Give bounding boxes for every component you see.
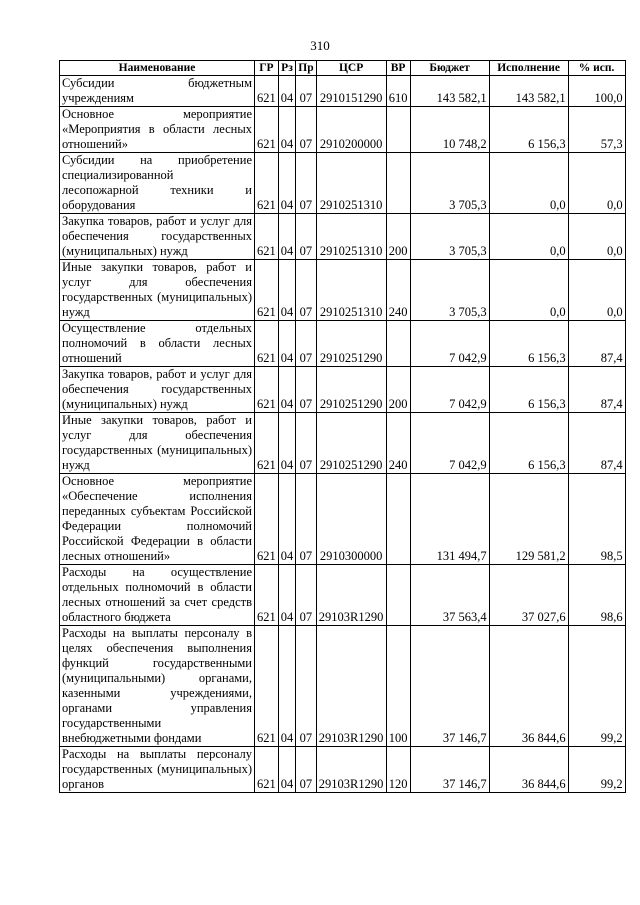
row-budget: 37 146,7 [410, 747, 489, 793]
row-rz: 04 [278, 260, 296, 321]
table-row [60, 747, 626, 793]
row-rz: 04 [278, 214, 296, 260]
row-gr: 621 [255, 413, 279, 474]
row-budget: 7 042,9 [410, 413, 489, 474]
row-percent: 87,4 [568, 367, 625, 413]
row-percent: 99,2 [568, 626, 625, 747]
row-percent: 0,0 [568, 214, 625, 260]
row-csr: 2910200000 [316, 107, 386, 153]
row-pr: 07 [296, 367, 316, 413]
row-budget: 3 705,3 [410, 153, 489, 214]
row-rz: 04 [278, 107, 296, 153]
row-csr: 2910251290 [316, 413, 386, 474]
row-vr: 610 [386, 76, 410, 107]
row-budget: 3 705,3 [410, 214, 489, 260]
row-rz: 04 [278, 413, 296, 474]
row-name: Закупка товаров, работ и услуг для обеспечения государственных (муниципальных) нужд [60, 214, 255, 260]
row-gr: 621 [255, 367, 279, 413]
table-row [60, 260, 626, 321]
header-execution: Исполнение [489, 61, 568, 76]
row-vr: 200 [386, 214, 410, 260]
row-pr: 07 [296, 747, 316, 793]
table-row [60, 107, 626, 153]
row-vr [386, 565, 410, 626]
row-budget: 3 705,3 [410, 260, 489, 321]
row-csr: 2910251310 [316, 214, 386, 260]
row-name: Осуществление отдельных полномочий в области лесных отношений [60, 321, 255, 367]
row-gr: 621 [255, 107, 279, 153]
row-execution: 36 844,6 [489, 626, 568, 747]
row-vr: 200 [386, 367, 410, 413]
header-percent: % исп. [568, 61, 625, 76]
row-pr: 07 [296, 76, 316, 107]
header-name: Наименование [60, 61, 255, 76]
row-csr: 2910251290 [316, 367, 386, 413]
row-name: Расходы на выплаты персоналу в целях обеспечения выполнения функций государственными (муниципальными) органами, казенными учреждениями, органами управления государственными внебюджетными фондами [60, 626, 255, 747]
row-csr: 2910251310 [316, 153, 386, 214]
header-row [60, 61, 626, 76]
row-rz: 04 [278, 153, 296, 214]
row-csr: 29103R1290 [316, 565, 386, 626]
table-row [60, 367, 626, 413]
budget-table [59, 60, 626, 793]
row-percent: 0,0 [568, 260, 625, 321]
row-vr: 100 [386, 626, 410, 747]
row-name: Субсидии на приобретение специализированной лесопожарной техники и оборудования [60, 153, 255, 214]
row-pr: 07 [296, 214, 316, 260]
row-vr [386, 153, 410, 214]
row-percent: 87,4 [568, 413, 625, 474]
row-execution: 129 581,2 [489, 474, 568, 565]
row-gr: 621 [255, 747, 279, 793]
row-execution: 0,0 [489, 260, 568, 321]
table-row [60, 153, 626, 214]
row-gr: 621 [255, 260, 279, 321]
row-rz: 04 [278, 321, 296, 367]
header-pr: Пр [296, 61, 316, 76]
row-csr: 29103R1290 [316, 626, 386, 747]
row-name: Расходы на выплаты персоналу государственных (муниципальных) органов [60, 747, 255, 793]
row-execution: 36 844,6 [489, 747, 568, 793]
row-budget: 10 748,2 [410, 107, 489, 153]
row-gr: 621 [255, 321, 279, 367]
row-rz: 04 [278, 626, 296, 747]
row-percent: 99,2 [568, 747, 625, 793]
row-percent: 98,5 [568, 474, 625, 565]
row-budget: 7 042,9 [410, 321, 489, 367]
row-percent: 57,3 [568, 107, 625, 153]
row-gr: 621 [255, 153, 279, 214]
row-vr: 120 [386, 747, 410, 793]
row-percent: 100,0 [568, 76, 625, 107]
row-gr: 621 [255, 76, 279, 107]
page-number: 310 [310, 38, 330, 53]
row-execution: 6 156,3 [489, 367, 568, 413]
row-csr: 2910251310 [316, 260, 386, 321]
row-execution: 6 156,3 [489, 107, 568, 153]
row-gr: 621 [255, 565, 279, 626]
header-csr: ЦСР [316, 61, 386, 76]
row-budget: 37 146,7 [410, 626, 489, 747]
table-row [60, 214, 626, 260]
row-pr: 07 [296, 153, 316, 214]
row-budget: 131 494,7 [410, 474, 489, 565]
row-execution: 37 027,6 [489, 565, 568, 626]
row-name: Субсидии бюджетным учреждениям [60, 76, 255, 107]
row-rz: 04 [278, 76, 296, 107]
row-name: Иные закупки товаров, работ и услуг для обеспечения государственных (муниципальных) нужд [60, 260, 255, 321]
row-vr: 240 [386, 260, 410, 321]
row-rz: 04 [278, 367, 296, 413]
row-gr: 621 [255, 626, 279, 747]
row-vr [386, 107, 410, 153]
row-csr: 29103R1290 [316, 747, 386, 793]
row-pr: 07 [296, 474, 316, 565]
row-pr: 07 [296, 321, 316, 367]
row-gr: 621 [255, 474, 279, 565]
table-row [60, 76, 626, 107]
row-vr: 240 [386, 413, 410, 474]
row-execution: 143 582,1 [489, 76, 568, 107]
row-budget: 37 563,4 [410, 565, 489, 626]
row-rz: 04 [278, 747, 296, 793]
row-name: Иные закупки товаров, работ и услуг для обеспечения государственных (муниципальных) нужд [60, 413, 255, 474]
row-percent: 0,0 [568, 153, 625, 214]
row-name: Основное мероприятие «Мероприятия в области лесных отношений» [60, 107, 255, 153]
header-budget: Бюджет [410, 61, 489, 76]
row-execution: 0,0 [489, 153, 568, 214]
row-rz: 04 [278, 565, 296, 626]
row-gr: 621 [255, 214, 279, 260]
row-budget: 7 042,9 [410, 367, 489, 413]
row-execution: 0,0 [489, 214, 568, 260]
table-row [60, 474, 626, 565]
row-csr: 2910300000 [316, 474, 386, 565]
header-rz: Рз [278, 61, 296, 76]
row-csr: 2910251290 [316, 321, 386, 367]
row-execution: 6 156,3 [489, 413, 568, 474]
row-vr [386, 474, 410, 565]
row-pr: 07 [296, 107, 316, 153]
row-execution: 6 156,3 [489, 321, 568, 367]
table-row [60, 626, 626, 747]
row-name: Закупка товаров, работ и услуг для обеспечения государственных (муниципальных) нужд [60, 367, 255, 413]
row-name: Расходы на осуществление отдельных полномочий в области лесных отношений за счет средств областного бюджета [60, 565, 255, 626]
row-pr: 07 [296, 413, 316, 474]
row-name: Основное мероприятие «Обеспечение исполнения переданных субъектам Российской Федерации полномочий Российской Федерации в области лесных отношений» [60, 474, 255, 565]
row-percent: 87,4 [568, 321, 625, 367]
table-row [60, 321, 626, 367]
row-rz: 04 [278, 474, 296, 565]
header-vr: ВР [386, 61, 410, 76]
row-pr: 07 [296, 565, 316, 626]
row-budget: 143 582,1 [410, 76, 489, 107]
header-gr: ГР [255, 61, 279, 76]
row-csr: 2910151290 [316, 76, 386, 107]
row-vr [386, 321, 410, 367]
row-percent: 98,6 [568, 565, 625, 626]
row-pr: 07 [296, 626, 316, 747]
table-row [60, 413, 626, 474]
row-pr: 07 [296, 260, 316, 321]
table-row [60, 565, 626, 626]
